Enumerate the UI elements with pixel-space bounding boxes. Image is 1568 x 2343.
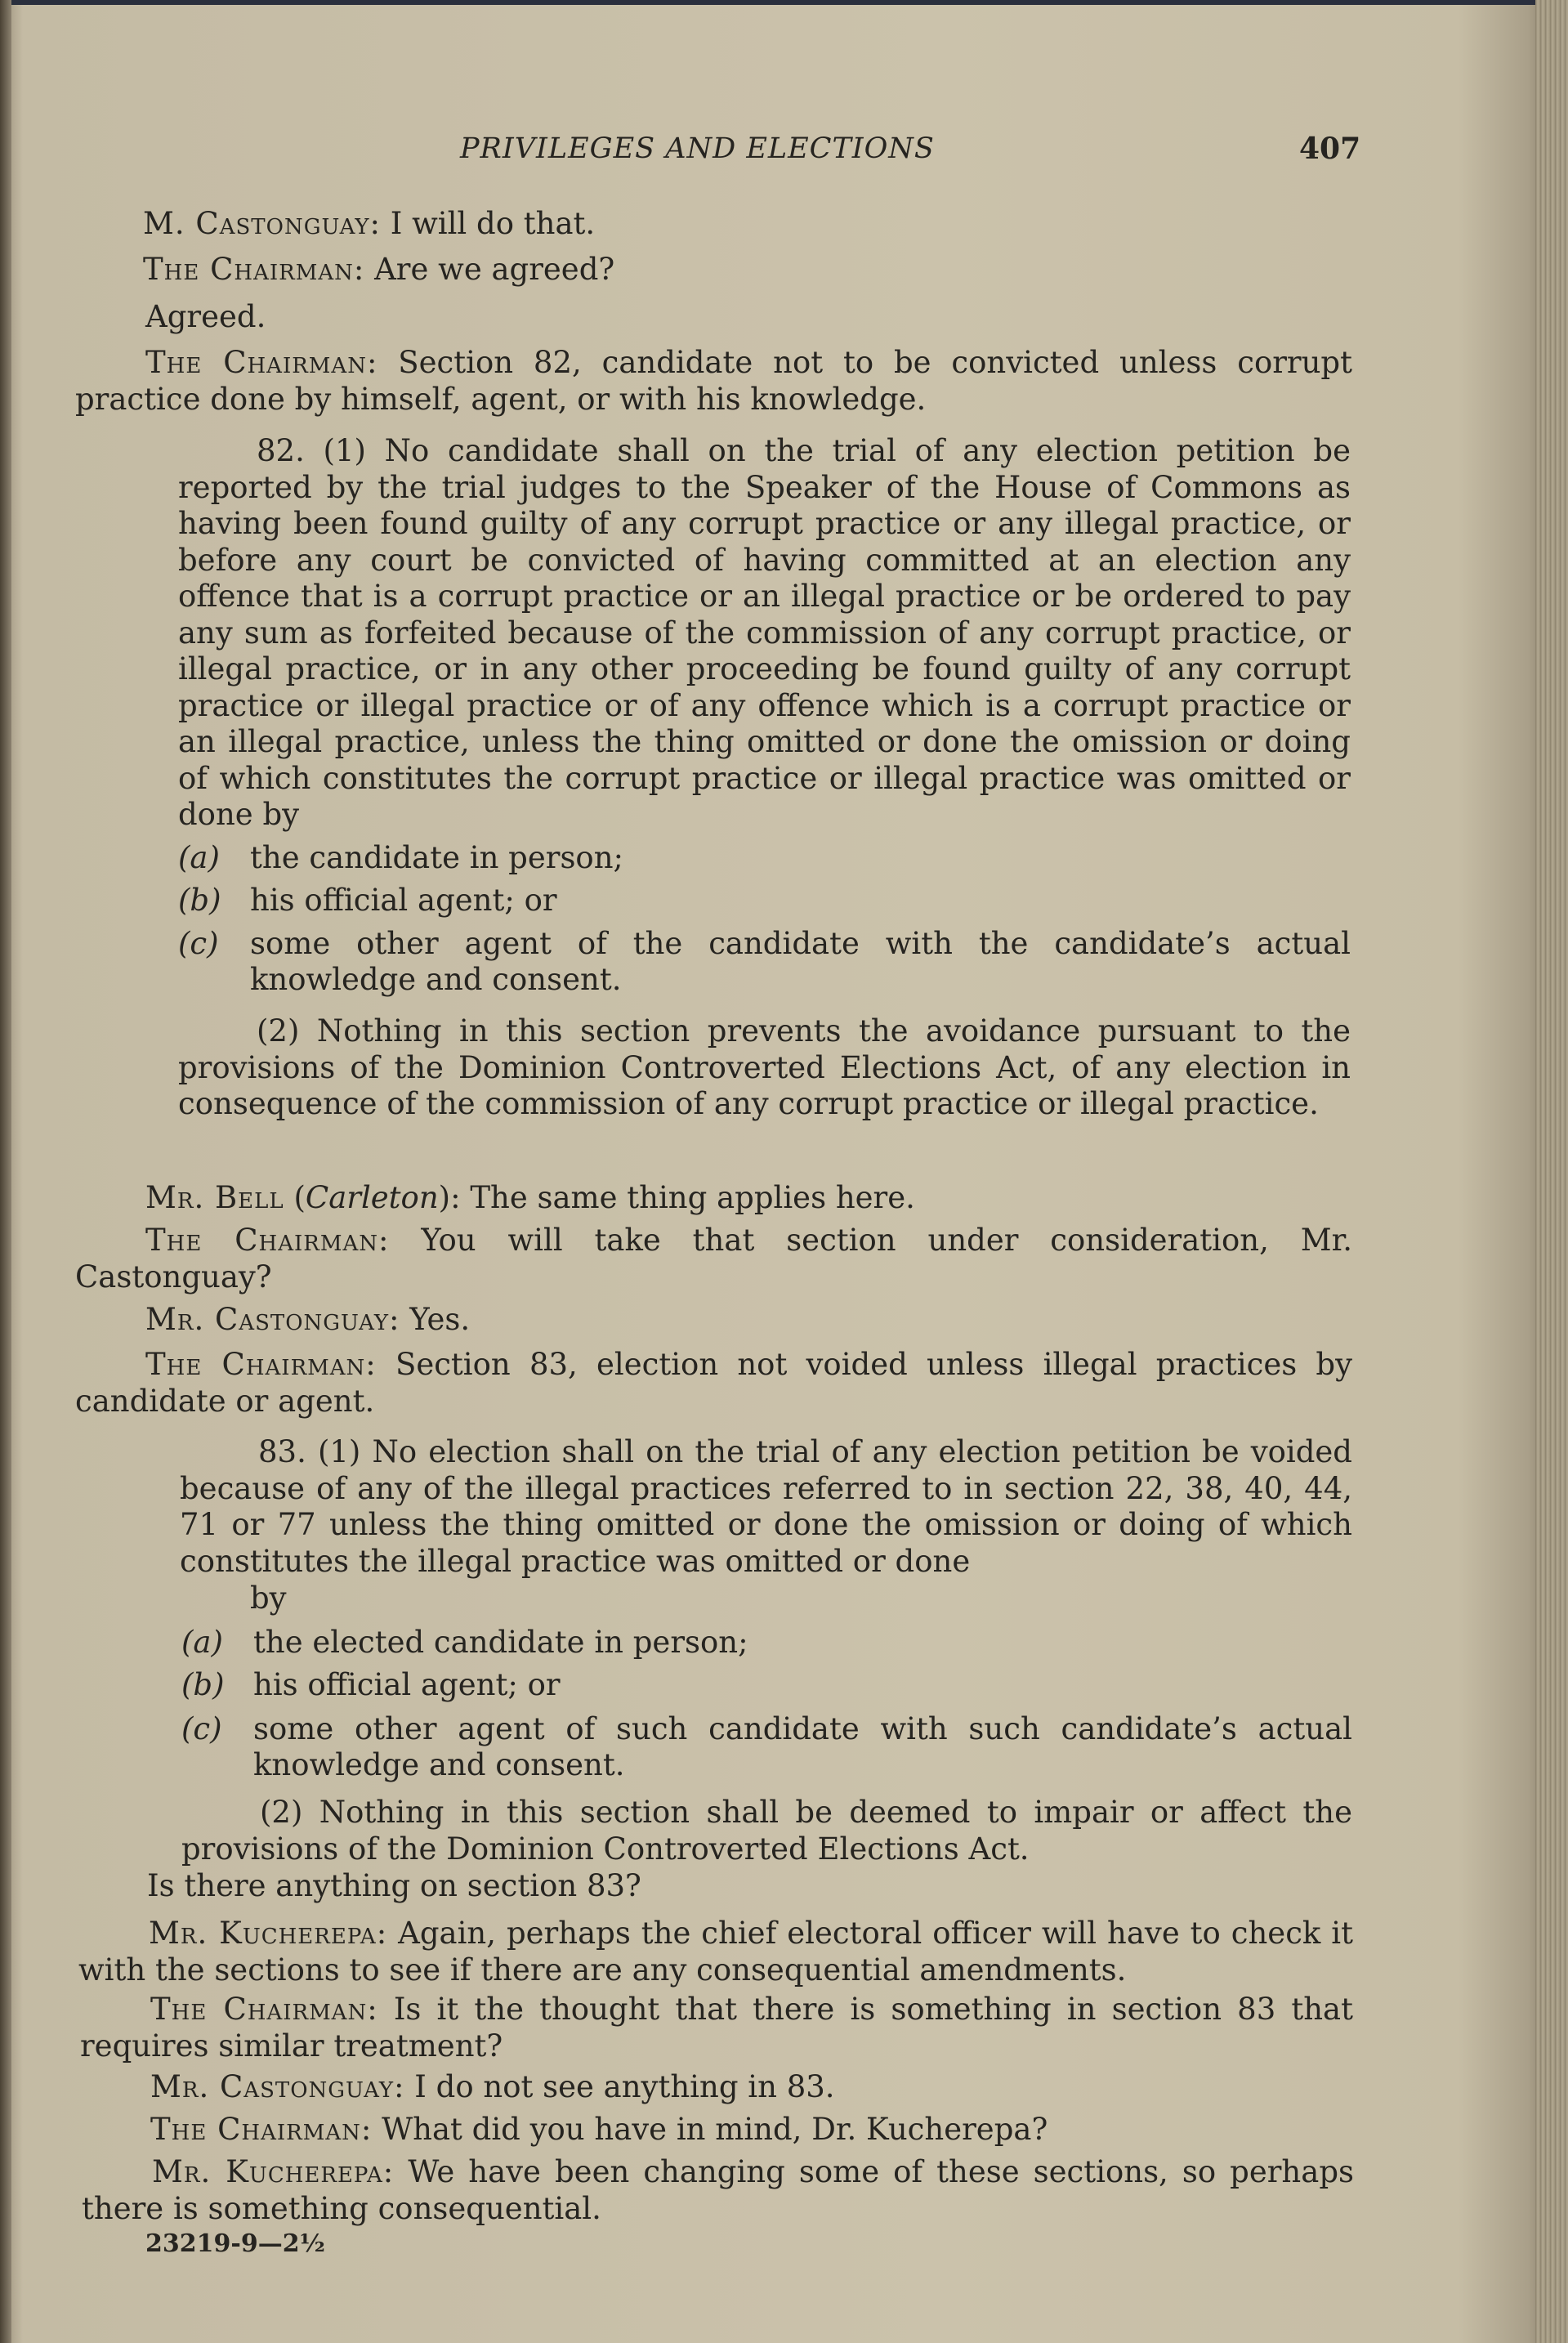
section-82-para-2: (2) Nothing in this section prevents the avoidance pursuant to the provisions of the Dominion Controverted Elections Act, of any election in consequence of the commission of any corrupt practice or illegal practice. <box>178 1013 1351 1121</box>
speech-line: Mr. Castonguay: Yes. <box>145 1302 471 1337</box>
section-83-para-1-tail: by <box>250 1581 287 1616</box>
list-item: (b) his official agent; or <box>178 883 557 918</box>
speech-line: Agreed. <box>145 299 266 334</box>
page-number: 407 <box>1299 132 1361 166</box>
speech-line: Mr. Kucherepa: Again, perhaps the chief electoral officer will have to check it with the sections to see if there are any consequential amendments. <box>78 1916 1353 1988</box>
printer-signature: 23219-9—2½ <box>145 2229 325 2258</box>
speech-line: The Chairman: What did you have in mind, Dr. Kucherepa? <box>150 2112 1048 2147</box>
speech-line: The Chairman: You will take that section under consideration, Mr. Castonguay? <box>75 1223 1352 1294</box>
speech-line: The Chairman: Section 82, candidate not to be convicted unless corrupt practice done by himself, agent, or with his knowledge. <box>75 345 1352 417</box>
list-item: (c) some other agent of such candidate with such candidate’s actual knowledge and consent. <box>181 1711 1352 1782</box>
list-item: (c) some other agent of the candidate with the candidate’s actual knowledge and consent. <box>178 926 1351 997</box>
section-82-para-1: 82. (1) No candidate shall on the trial of any election petition be reported by the trial judges to the Speaker of the House of Commons as having been found guilty of any corrupt practice or any illegal practice, or before any court be convicted of having committed at an election any offence that is a corrupt practice or an illegal practice or be ordered to pay any sum as forfeited because of the commission of any corrupt practice, or illegal practice, or in any other proceeding be found guilty of any corrupt practice or illegal practice or of any offence which is a corrupt practice or an illegal practice, unless the thing omitted or done the omission or doing of which constitutes the corrupt practice or illegal practice was omitted or done by <box>178 433 1351 832</box>
speech-line: Mr. Castonguay: I do not see anything in 83. <box>150 2069 835 2104</box>
page-gutter <box>0 0 11 2343</box>
speech-line: The Chairman: Is it the thought that there is something in section 83 that requires similar treatment? <box>80 1992 1353 2064</box>
speech-line: M. Castonguay: I will do that. <box>143 206 596 241</box>
list-item: (a) the candidate in person; <box>178 840 624 875</box>
speech-line: Mr. Bell (Carleton): The same thing applies here. <box>145 1180 915 1215</box>
section-83-para-2: (2) Nothing in this section shall be deemed to impair or affect the provisions of the Dominion Controverted Elections Act. <box>181 1795 1352 1867</box>
list-item: (b) his official agent; or <box>181 1667 561 1702</box>
top-band <box>0 0 1568 5</box>
speech-line: Mr. Kucherepa: We have been changing some of these sections, so perhaps there is something consequential. <box>82 2154 1354 2226</box>
section-83-para-1: 83. (1) No election shall on the trial of any election petition be voided because of any of the illegal practices referred to in section 22, 38, 40, 44, 71 or 77 unless the thing omitted or done the omission or doing of which constitutes the illegal practice was omitted or done <box>180 1434 1352 1579</box>
running-header: PRIVILEGES AND ELECTIONS <box>460 132 935 165</box>
speech-line: Is there anything on section 83? <box>147 1868 641 1903</box>
page-fore-edge <box>1535 0 1568 2343</box>
speech-line: The Chairman: Section 83, election not voided unless illegal practices by candidate or agent. <box>75 1347 1352 1419</box>
list-item: (a) the elected candidate in person; <box>181 1625 748 1660</box>
speech-line: The Chairman: Are we agreed? <box>143 252 615 287</box>
